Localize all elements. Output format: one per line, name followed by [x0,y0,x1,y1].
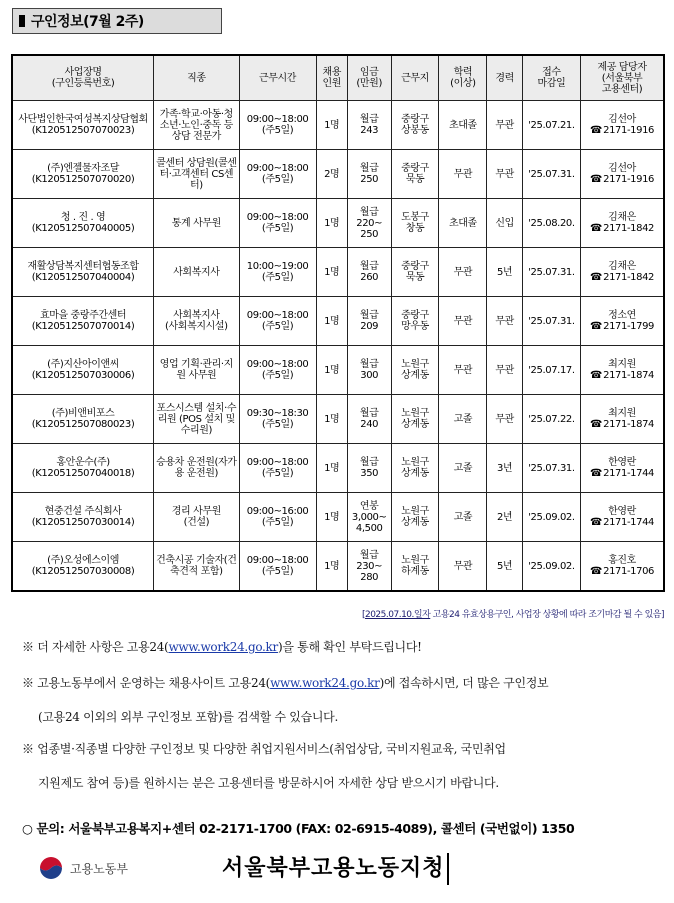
company-cell [12,395,154,444]
manager-name: 김채은 [608,261,636,272]
manager-name: 한영란 [608,506,636,517]
section-title-box [12,8,222,34]
location-cell: 도봉구 창동 [391,199,439,248]
note-2-prefix: ※ 고용노동부에서 운영하는 채용사이트 고용24( [22,676,271,690]
manager-cell [581,444,664,493]
company-name: 재활상담복지센터협동조합 [27,261,139,272]
work24-link[interactable]: www.work24.go.kr [168,640,278,654]
registration-number: (K120512507040018) [31,468,135,479]
experience-cell: 5년 [487,248,522,297]
headcount-cell: 1명 [316,395,347,444]
deadline-cell: '25.07.31. [522,297,580,346]
registration-number: (K120512507030006) [31,370,135,381]
company-cell [12,199,154,248]
experience-cell: 무관 [487,395,522,444]
headcount-cell: 1명 [316,542,347,592]
note-1-prefix: ※ 더 자세한 사항은 고용24( [22,640,169,654]
manager-cell [581,150,664,199]
phone-icon: ☎ [590,370,603,381]
column-header: 접수 마감일 [522,55,580,101]
table-body [12,101,664,592]
headcount-cell: 1명 [316,444,347,493]
education-cell: 무관 [439,297,487,346]
company-name: 청 . 진 . 영 [60,212,106,223]
registration-number: (K120512507070020) [31,174,135,185]
education-cell: 초대졸 [439,101,487,150]
table-row [12,444,664,493]
company-name: (주)엔젤물자조달 [47,163,119,174]
table-row [12,493,664,542]
work-hours-cell: 09:00~18:00 (주5일) [239,199,316,248]
note-1-suffix: )을 통해 확인 부탁드립니다! [277,640,422,654]
job-title-cell: 건축시공 기술자(건축견적 포함) [154,542,239,592]
table-row [12,542,664,592]
manager-phone: 2171-1916 [603,174,655,185]
column-header: 임금 (만원) [347,55,391,101]
headcount-cell: 1명 [316,199,347,248]
column-header: 학력 (이상) [439,55,487,101]
deadline-cell: '25.09.02. [522,493,580,542]
deadline-cell: '25.07.31. [522,444,580,493]
experience-cell: 무관 [487,101,522,150]
education-cell: 고졸 [439,493,487,542]
experience-cell: 2년 [487,493,522,542]
headcount-cell: 1명 [316,248,347,297]
manager-phone: 2171-1744 [603,468,655,479]
manager-name: 정소연 [608,310,636,321]
job-title-cell: 사회복지사 [154,248,239,297]
work-hours-cell: 10:00~19:00 (주5일) [239,248,316,297]
note-paragraph-2-continued: (고용24 이외의 외부 구인정보 포함)를 검색할 수 있습니다. [38,710,338,724]
wage-cell: 월급 209 [347,297,391,346]
wage-cell: 월급 220~ 250 [347,199,391,248]
manager-name: 김선아 [608,114,636,125]
phone-icon: ☎ [590,272,603,283]
registration-number: (K120512507040004) [31,272,135,283]
company-name: (주)비앤비포스 [51,408,115,419]
education-cell: 무관 [439,150,487,199]
table-row [12,346,664,395]
job-title-cell: 사회복지사 (사회복지시설) [154,297,239,346]
company-cell [12,150,154,199]
manager-phone: 2171-1744 [603,517,655,528]
deadline-cell: '25.07.31. [522,248,580,297]
location-cell: 중랑구 상봉동 [391,101,439,150]
company-cell [12,346,154,395]
manager-cell [581,101,664,150]
page-title: 구인정보(7월 2주) [31,14,144,30]
note-2-suffix: )에 접속하시면, 더 많은 구인정보 [379,676,549,690]
headcount-cell: 1명 [316,346,347,395]
location-cell: 노원구 상계동 [391,395,439,444]
phone-icon: ☎ [590,174,603,185]
registration-number: (K120512507040005) [31,223,135,234]
company-name: 홍안운수(주) [56,457,110,468]
headcount-cell: 2명 [316,150,347,199]
column-header: 직종 [154,55,239,101]
registration-number: (K120512507070023) [31,125,135,136]
location-cell: 노원구 상계동 [391,493,439,542]
manager-phone: 2171-1842 [603,223,655,234]
table-row [12,101,664,150]
ministry-logo [38,855,128,881]
location-cell: 중랑구 묵동 [391,248,439,297]
note-paragraph-3-continued: 지원제도 참여 등)를 원하시는 분은 고용센터를 방문하시어 자세한 상담 받으시기 바랍니다. [38,776,499,790]
job-listing-table [11,54,665,592]
company-name: 효마을 중랑주간센터 [40,310,127,321]
phone-icon: ☎ [590,223,603,234]
job-title-cell: 포스시스템 설치·수리원 (POS 설치 및 수리원) [154,395,239,444]
job-title-cell: 승용차 운전원(자가용 운전원) [154,444,239,493]
registration-number: (K120512507070014) [31,321,135,332]
work24-link-2[interactable]: www.work24.go.kr [270,676,380,690]
wage-cell: 월급 230~ 280 [347,542,391,592]
work-hours-cell: 09:00~18:00 (주5일) [239,297,316,346]
company-cell [12,542,154,592]
ministry-emblem-icon [38,855,64,881]
manager-name: 최지원 [608,408,636,419]
location-cell: 노원구 상계동 [391,444,439,493]
job-title-cell: 콜센터 상담원(콜센터·고객센터 CS센터) [154,150,239,199]
experience-cell: 5년 [487,542,522,592]
table-row [12,150,664,199]
manager-phone: 2171-1874 [603,370,655,381]
note-paragraph-1 [22,640,662,654]
note-paragraph-2 [22,676,662,690]
manager-cell [581,493,664,542]
deadline-cell: '25.07.31. [522,150,580,199]
registration-number: (K120512507080023) [31,419,135,430]
phone-icon: ☎ [590,468,603,479]
contact-info: ○ 문의: 서울북부고용복지+센터 02-2171-1700 (FAX: 02-6915-4089), 콜센터 (국번없이) 1350 [22,821,575,836]
manager-name: 최지원 [608,359,636,370]
table-row [12,297,664,346]
work-hours-cell: 09:00~18:00 (주5일) [239,346,316,395]
deadline-cell: '25.07.21. [522,101,580,150]
manager-cell [581,248,664,297]
experience-cell: 무관 [487,297,522,346]
company-cell [12,493,154,542]
phone-icon: ☎ [590,566,603,577]
footnote-date: 2025.07.10.일자 [364,610,431,620]
column-header: 근무시간 [239,55,316,101]
experience-cell: 신입 [487,199,522,248]
deadline-cell: '25.09.02. [522,542,580,592]
wage-cell: 월급 260 [347,248,391,297]
company-cell [12,248,154,297]
phone-icon: ☎ [590,419,603,430]
company-name: (주)지산아이앤씨 [47,359,119,370]
wage-cell: 연봉 3,000~ 4,500 [347,493,391,542]
column-header: 사업장명 (구인등록번호) [12,55,154,101]
title-marker-icon [19,15,25,27]
company-cell [12,444,154,493]
location-cell: 중랑구 망우동 [391,297,439,346]
work-hours-cell: 09:00~18:00 (주5일) [239,101,316,150]
column-header: 제공 담당자 (서울북부 고용센터) [581,55,664,101]
experience-cell: 무관 [487,346,522,395]
job-title-cell: 통계 사무원 [154,199,239,248]
deadline-cell: '25.07.22. [522,395,580,444]
company-cell [12,101,154,150]
manager-phone: 2171-1799 [603,321,655,332]
note-paragraph-3: ※ 업종별·직종별 다양한 구인정보 및 다양한 취업지원서비스(취업상담, 국비지원교육, 국민취업 [22,742,506,756]
job-title-cell: 영업 기획·관리·지원 사무원 [154,346,239,395]
company-name: 현중건설 주식회사 [44,506,122,517]
education-cell: 초대졸 [439,199,487,248]
work-hours-cell: 09:00~18:00 (주5일) [239,542,316,592]
office-name: 서울북부고용노동지청 [222,853,449,885]
manager-phone: 2171-1874 [603,419,655,430]
manager-cell [581,297,664,346]
footnote-text: 고용24 유효상용구인, 사업장 상황에 따라 조기마감 될 수 있음 [430,610,661,620]
education-cell: 고졸 [439,444,487,493]
manager-name: 홍진호 [608,555,636,566]
headcount-cell: 1명 [316,297,347,346]
registration-number: (K120512507030008) [31,566,135,577]
table-row [12,248,664,297]
job-title-cell: 경리 사무원 (건설) [154,493,239,542]
work-hours-cell: 09:00~18:00 (주5일) [239,444,316,493]
manager-cell [581,199,664,248]
column-header: 근무지 [391,55,439,101]
work-hours-cell: 09:00~18:00 (주5일) [239,150,316,199]
column-header: 경력 [487,55,522,101]
location-cell: 노원구 상계동 [391,346,439,395]
work-hours-cell: 09:30~18:30 (주5일) [239,395,316,444]
education-cell: 고졸 [439,395,487,444]
phone-icon: ☎ [590,125,603,136]
work-hours-cell: 09:00~16:00 (주5일) [239,493,316,542]
manager-name: 한영란 [608,457,636,468]
company-name: 사단법인한국여성복지상담협회 [18,114,148,125]
phone-icon: ☎ [590,517,603,528]
company-cell [12,297,154,346]
headcount-cell: 1명 [316,493,347,542]
company-name: (주)오성에스이엠 [47,555,119,566]
location-cell: 중랑구 묵동 [391,150,439,199]
ministry-name: 고용노동부 [70,861,128,876]
manager-name: 김채은 [608,212,636,223]
wage-cell: 월급 300 [347,346,391,395]
wage-cell: 월급 240 [347,395,391,444]
table-row [12,395,664,444]
wage-cell: 월급 243 [347,101,391,150]
experience-cell: 무관 [487,150,522,199]
experience-cell: 3년 [487,444,522,493]
manager-cell [581,395,664,444]
wage-cell: 월급 250 [347,150,391,199]
manager-cell [581,346,664,395]
manager-cell [581,542,664,592]
education-cell: 무관 [439,542,487,592]
table-footnote: [2025.07.10.일자 고용24 유효상용구인, 사업장 상황에 따라 조기마감 될 수 있음] [361,610,664,620]
wage-cell: 월급 350 [347,444,391,493]
manager-phone: 2171-1706 [603,566,655,577]
column-header: 채용 인원 [316,55,347,101]
education-cell: 무관 [439,346,487,395]
job-title-cell: 가족·학교·아동·청소년·노인·중독 등 상담 전문가 [154,101,239,150]
headcount-cell: 1명 [316,101,347,150]
table-row [12,199,664,248]
manager-phone: 2171-1916 [603,125,655,136]
manager-phone: 2171-1842 [603,272,655,283]
manager-name: 김선아 [608,163,636,174]
table-header-row [12,55,664,101]
registration-number: (K120512507030014) [31,517,135,528]
deadline-cell: '25.08.20. [522,199,580,248]
deadline-cell: '25.07.17. [522,346,580,395]
location-cell: 노원구 하계동 [391,542,439,592]
education-cell: 무관 [439,248,487,297]
phone-icon: ☎ [590,321,603,332]
